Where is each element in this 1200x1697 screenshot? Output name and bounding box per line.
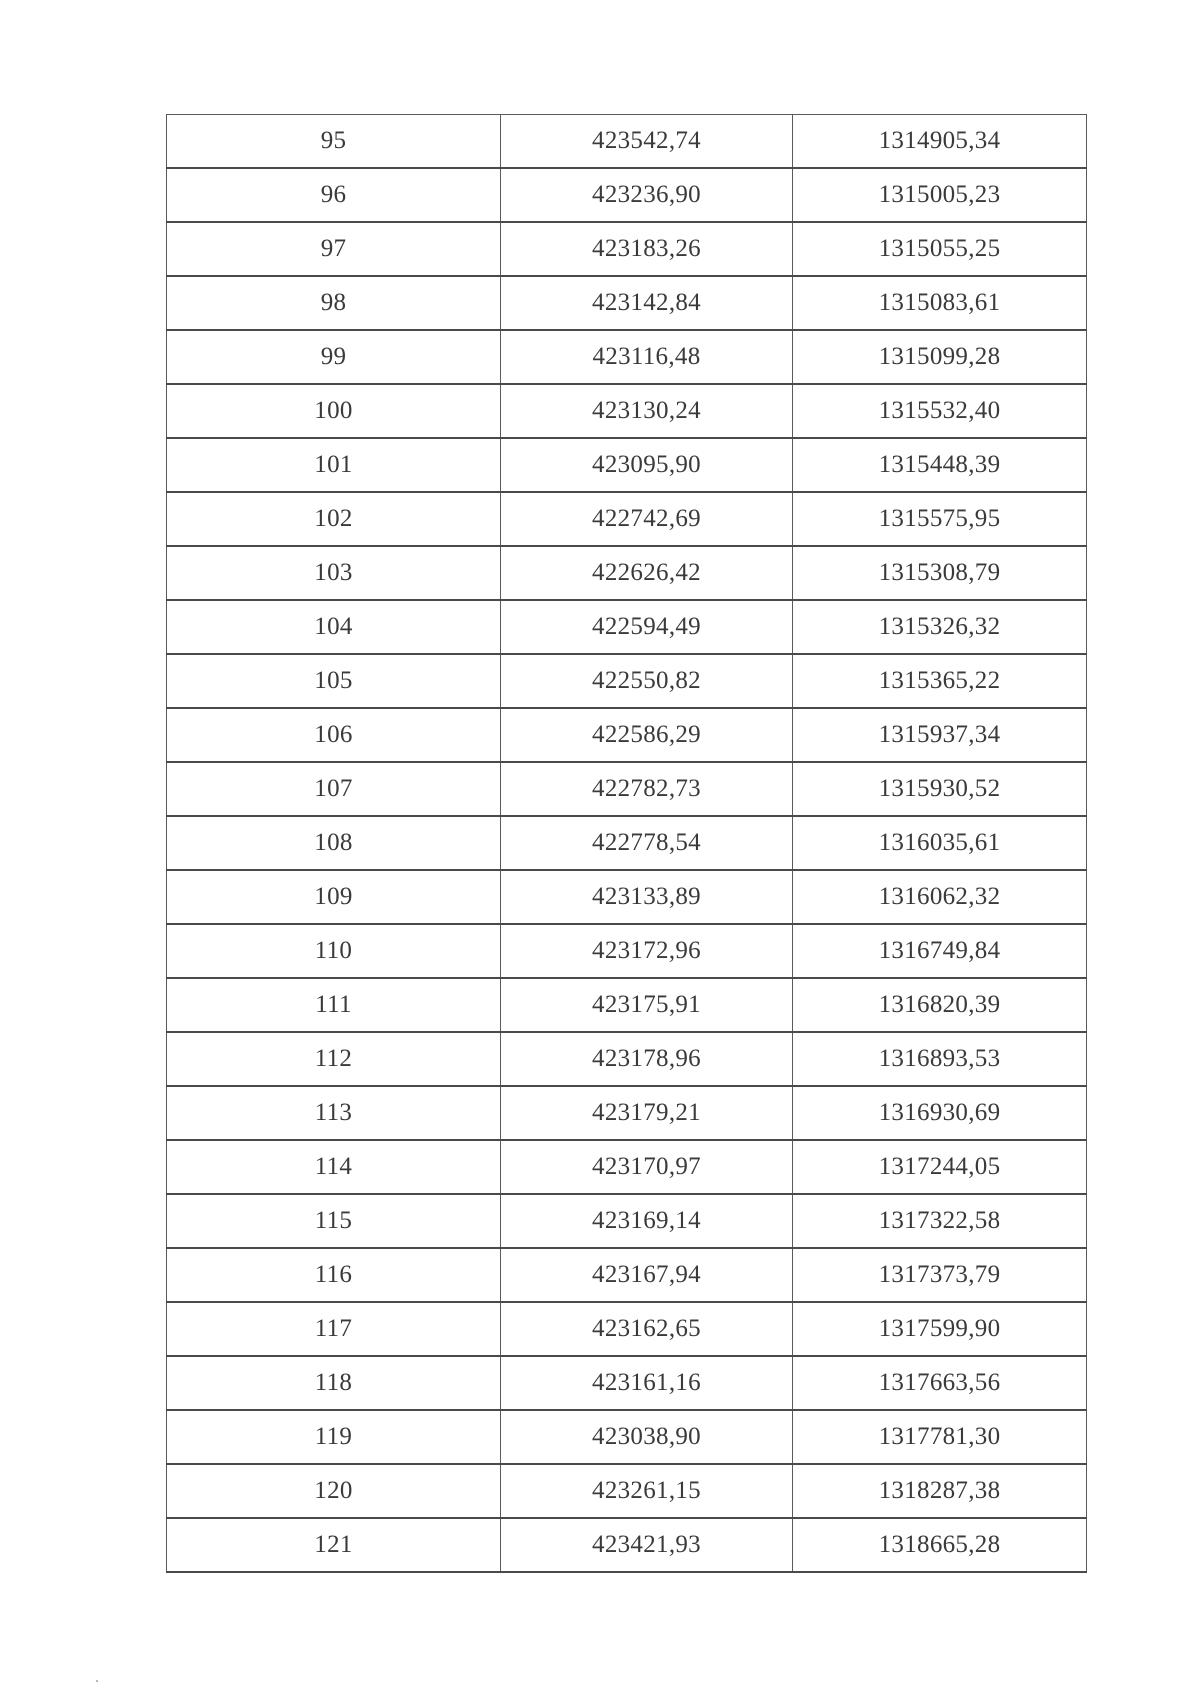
point-number-cell: 106 [167,708,501,762]
table-row [167,330,1087,384]
x-coordinate-cell: 423170,97 [501,1140,793,1194]
y-coordinate-cell: 1317244,05 [793,1140,1087,1194]
y-coordinate-cell: 1315532,40 [793,384,1087,438]
table-row [167,978,1087,1032]
y-coordinate-cell: 1316035,61 [793,816,1087,870]
x-coordinate-cell: 423116,48 [501,330,793,384]
x-coordinate-cell: 423183,26 [501,222,793,276]
x-coordinate-cell: 423261,15 [501,1464,793,1518]
x-coordinate-cell: 422626,42 [501,546,793,600]
table-row [167,222,1087,276]
table-row [167,1086,1087,1140]
y-coordinate-cell: 1315365,22 [793,654,1087,708]
point-number-cell: 107 [167,762,501,816]
scan-speck [96,1680,98,1682]
coordinates-table [166,114,1087,1573]
point-number-cell: 114 [167,1140,501,1194]
y-coordinate-cell: 1315099,28 [793,330,1087,384]
table-row [167,384,1087,438]
x-coordinate-cell: 423169,14 [501,1194,793,1248]
point-number-cell: 113 [167,1086,501,1140]
x-coordinate-cell: 422782,73 [501,762,793,816]
table-row [167,438,1087,492]
y-coordinate-cell: 1315055,25 [793,222,1087,276]
y-coordinate-cell: 1315005,23 [793,168,1087,222]
x-coordinate-cell: 423175,91 [501,978,793,1032]
table-row [167,924,1087,978]
point-number-cell: 116 [167,1248,501,1302]
point-number-cell: 120 [167,1464,501,1518]
x-coordinate-cell: 423542,74 [501,115,793,169]
y-coordinate-cell: 1315448,39 [793,438,1087,492]
x-coordinate-cell: 423178,96 [501,1032,793,1086]
coordinates-table-body [167,115,1087,1573]
x-coordinate-cell: 422550,82 [501,654,793,708]
table-row [167,1464,1087,1518]
table-row [167,1518,1087,1572]
x-coordinate-cell: 422778,54 [501,816,793,870]
y-coordinate-cell: 1318665,28 [793,1518,1087,1572]
table-row [167,654,1087,708]
point-number-cell: 117 [167,1302,501,1356]
y-coordinate-cell: 1316062,32 [793,870,1087,924]
point-number-cell: 111 [167,978,501,1032]
x-coordinate-cell: 423038,90 [501,1410,793,1464]
y-coordinate-cell: 1317781,30 [793,1410,1087,1464]
y-coordinate-cell: 1315930,52 [793,762,1087,816]
table-row [167,1302,1087,1356]
point-number-cell: 101 [167,438,501,492]
table-row [167,1356,1087,1410]
y-coordinate-cell: 1315326,32 [793,600,1087,654]
table-row [167,546,1087,600]
point-number-cell: 121 [167,1518,501,1572]
x-coordinate-cell: 423421,93 [501,1518,793,1572]
y-coordinate-cell: 1316930,69 [793,1086,1087,1140]
x-coordinate-cell: 423236,90 [501,168,793,222]
point-number-cell: 99 [167,330,501,384]
table-row [167,870,1087,924]
table-row [167,762,1087,816]
y-coordinate-cell: 1317599,90 [793,1302,1087,1356]
y-coordinate-cell: 1315937,34 [793,708,1087,762]
point-number-cell: 102 [167,492,501,546]
x-coordinate-cell: 422742,69 [501,492,793,546]
x-coordinate-cell: 423162,65 [501,1302,793,1356]
x-coordinate-cell: 423133,89 [501,870,793,924]
x-coordinate-cell: 423167,94 [501,1248,793,1302]
point-number-cell: 104 [167,600,501,654]
point-number-cell: 97 [167,222,501,276]
y-coordinate-cell: 1318287,38 [793,1464,1087,1518]
table-row [167,708,1087,762]
point-number-cell: 109 [167,870,501,924]
point-number-cell: 112 [167,1032,501,1086]
point-number-cell: 98 [167,276,501,330]
table-row [167,600,1087,654]
y-coordinate-cell: 1316893,53 [793,1032,1087,1086]
point-number-cell: 95 [167,115,501,169]
point-number-cell: 108 [167,816,501,870]
table-row [167,276,1087,330]
y-coordinate-cell: 1315575,95 [793,492,1087,546]
y-coordinate-cell: 1315083,61 [793,276,1087,330]
table-row [167,168,1087,222]
point-number-cell: 110 [167,924,501,978]
point-number-cell: 115 [167,1194,501,1248]
point-number-cell: 105 [167,654,501,708]
table-row [167,816,1087,870]
x-coordinate-cell: 423095,90 [501,438,793,492]
point-number-cell: 103 [167,546,501,600]
x-coordinate-cell: 423130,24 [501,384,793,438]
x-coordinate-cell: 423172,96 [501,924,793,978]
point-number-cell: 118 [167,1356,501,1410]
table-row [167,115,1087,169]
point-number-cell: 100 [167,384,501,438]
point-number-cell: 119 [167,1410,501,1464]
x-coordinate-cell: 422594,49 [501,600,793,654]
x-coordinate-cell: 423142,84 [501,276,793,330]
table-row [167,1194,1087,1248]
y-coordinate-cell: 1315308,79 [793,546,1087,600]
y-coordinate-cell: 1314905,34 [793,115,1087,169]
y-coordinate-cell: 1317322,58 [793,1194,1087,1248]
x-coordinate-cell: 422586,29 [501,708,793,762]
table-row [167,1032,1087,1086]
y-coordinate-cell: 1316820,39 [793,978,1087,1032]
point-number-cell: 96 [167,168,501,222]
table-row [167,492,1087,546]
y-coordinate-cell: 1316749,84 [793,924,1087,978]
table-row [167,1248,1087,1302]
table-row [167,1140,1087,1194]
x-coordinate-cell: 423179,21 [501,1086,793,1140]
x-coordinate-cell: 423161,16 [501,1356,793,1410]
y-coordinate-cell: 1317373,79 [793,1248,1087,1302]
y-coordinate-cell: 1317663,56 [793,1356,1087,1410]
table-row [167,1410,1087,1464]
